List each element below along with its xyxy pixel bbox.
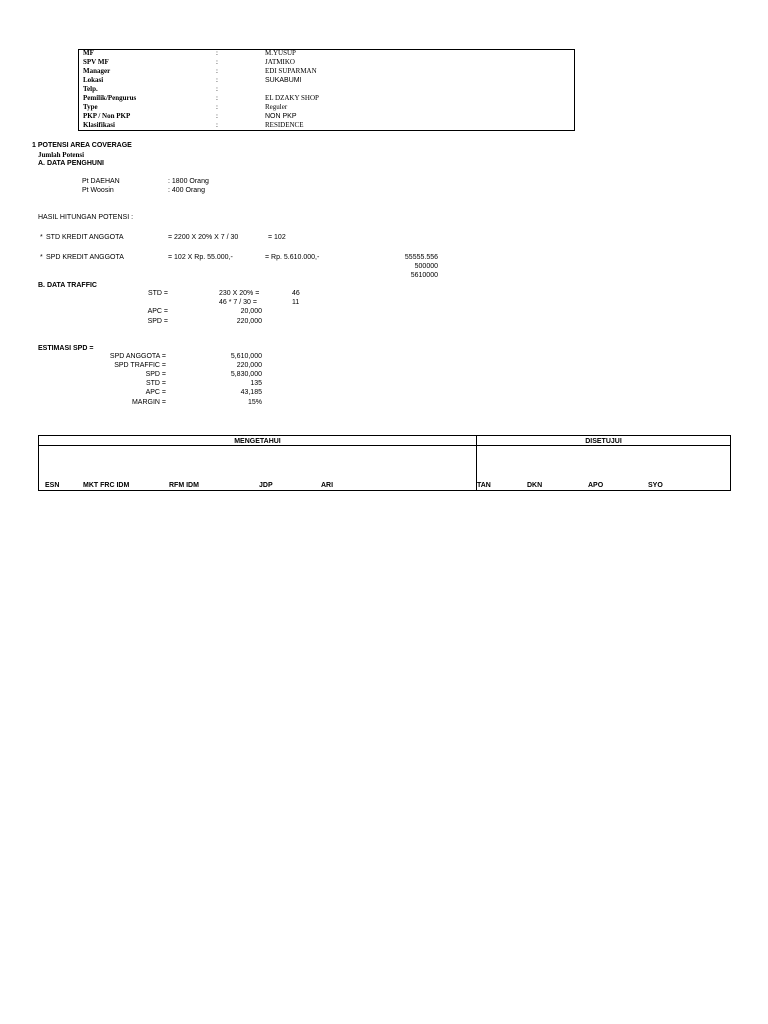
section-subtitle: Jumlah Potensi: [38, 151, 85, 159]
traffic-formula-1: 230 X 20% =: [219, 290, 260, 297]
info-value: EL DZAKY SHOP: [265, 94, 319, 102]
info-label: Klasifikasi: [83, 121, 115, 129]
info-row-type: [79, 104, 574, 113]
disetujui-header: DISETUJUI: [585, 438, 622, 445]
std-kredit-formula: = 2200 X 20% X 7 / 30: [168, 234, 239, 241]
spd-kredit-formula: = 102 X Rp. 55.000,-: [168, 254, 233, 261]
estimasi-label: APC =: [145, 389, 166, 396]
estimasi-value: 5,830,000: [230, 371, 262, 378]
signer-name: TAN: [477, 482, 491, 489]
info-value: EDI SUPARMAN: [265, 67, 317, 75]
info-separator: :: [216, 76, 218, 84]
info-label: Type: [83, 103, 98, 111]
mengetahui-header: MENGETAHUI: [234, 438, 281, 445]
info-value: RESIDENCE: [265, 121, 304, 129]
info-separator: :: [216, 121, 218, 129]
signer-name: JDP: [259, 482, 273, 489]
spd-kredit-label: SPD KREDIT ANGGOTA: [46, 254, 124, 261]
info-value: NON PKP: [265, 113, 297, 120]
estimasi-label: STD =: [145, 380, 166, 387]
info-row-pemilik: [79, 95, 574, 104]
info-row-manager: [79, 68, 574, 77]
signer-name: ESN: [45, 482, 60, 489]
info-value: M.YUSUP: [265, 49, 296, 57]
signer-name: MKT FRC IDM: [83, 482, 130, 489]
data-traffic-title: B. DATA TRAFFIC: [38, 282, 97, 289]
info-label: Telp.: [83, 85, 98, 93]
estimasi-label: SPD =: [145, 371, 166, 378]
info-row-klasifikasi: [79, 122, 574, 131]
info-separator: :: [216, 67, 218, 75]
info-row-telp: [79, 86, 574, 95]
penghuni-name: Pt Woosin: [82, 187, 114, 194]
estimasi-value: 43,185: [240, 389, 262, 396]
estimasi-value: 15%: [247, 399, 262, 406]
signer-name: DKN: [527, 482, 543, 489]
info-label: PKP / Non PKP: [83, 112, 131, 120]
info-label: MF: [83, 49, 94, 57]
estimasi-title: ESTIMASI SPD =: [38, 345, 94, 352]
info-value: SUKABUMI: [265, 77, 302, 84]
estimasi-value: 5,610,000: [230, 353, 262, 360]
traffic-std-label: STD =: [147, 290, 168, 297]
estimasi-value: 135: [250, 380, 262, 387]
hasil-title: HASIL HITUNGAN POTENSI :: [38, 214, 134, 221]
estimasi-label: SPD ANGGOTA =: [109, 353, 166, 360]
info-label: Pemilik/Pengurus: [83, 94, 137, 102]
bullet: *: [40, 254, 43, 261]
traffic-apc-value: 20,000: [240, 308, 262, 315]
std-kredit-label: STD KREDIT ANGGOTA: [46, 234, 124, 241]
bullet: *: [40, 234, 43, 241]
info-row-pkp: [79, 113, 574, 122]
info-separator: :: [216, 85, 218, 93]
signer-name: RFM IDM: [169, 482, 199, 489]
traffic-apc-label: APC =: [147, 308, 168, 315]
traffic-result-1: 46: [292, 290, 300, 297]
estimasi-label: MARGIN =: [131, 399, 166, 406]
signature-table: [38, 435, 731, 491]
info-label: Manager: [83, 67, 111, 75]
section-title: 1 POTENSI AREA COVERAGE: [32, 142, 132, 149]
std-kredit-result: = 102: [268, 234, 286, 241]
side-number: 55555.556: [404, 254, 438, 261]
side-number: 500000: [414, 263, 438, 270]
spd-kredit-result: = Rp. 5.610.000,-: [265, 254, 320, 261]
data-penghuni-title: A. DATA PENGHUNI: [38, 160, 104, 167]
info-separator: :: [216, 49, 218, 57]
signer-name: APO: [588, 482, 604, 489]
info-separator: :: [216, 112, 218, 120]
side-number: 5610000: [410, 272, 438, 279]
estimasi-label: SPD TRAFFIC =: [114, 362, 166, 369]
traffic-result-2: 11: [292, 299, 300, 306]
info-value: Reguler: [265, 103, 288, 111]
table-divider: [39, 445, 730, 446]
info-value: JATMIKO: [265, 58, 295, 66]
info-row-lokasi: [79, 77, 574, 86]
info-label: Lokasi: [83, 76, 104, 84]
penghuni-name: Pt DAEHAN: [82, 178, 120, 185]
penghuni-value: : 1800 Orang: [168, 178, 209, 185]
info-row-mf: [79, 50, 574, 59]
info-separator: :: [216, 94, 218, 102]
estimasi-value: 220,000: [236, 362, 262, 369]
info-separator: :: [216, 103, 218, 111]
traffic-spd-label: SPD =: [147, 318, 168, 325]
signer-name: SYO: [648, 482, 663, 489]
signer-name: ARI: [321, 482, 334, 489]
info-separator: :: [216, 58, 218, 66]
info-label: SPV MF: [83, 58, 109, 66]
traffic-formula-2: 46 * 7 / 30 =: [219, 299, 257, 306]
penghuni-value: : 400 Orang: [168, 187, 205, 194]
traffic-spd-value: 220,000: [236, 318, 262, 325]
header-info-box: [78, 49, 575, 131]
info-row-spv-mf: [79, 59, 574, 68]
